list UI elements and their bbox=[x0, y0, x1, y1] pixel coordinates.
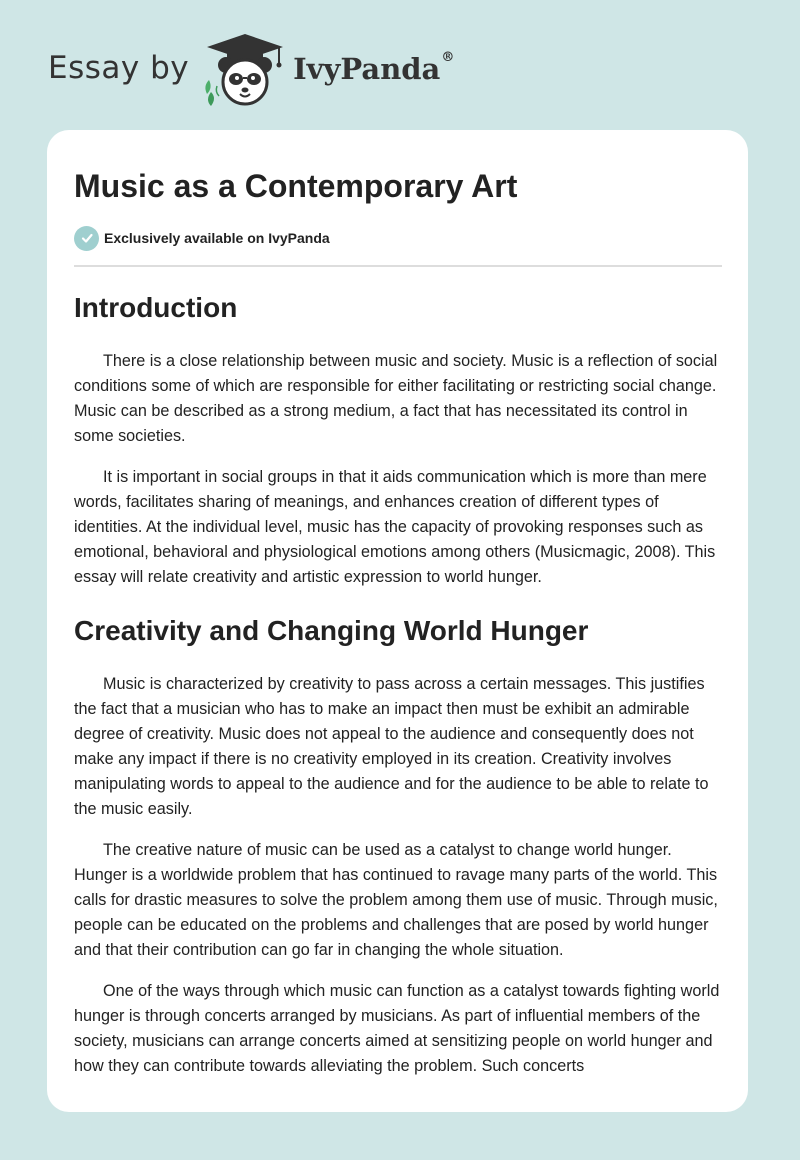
brand-name[interactable] bbox=[293, 52, 454, 86]
paragraph: Music is characterized by creativity to pass across a certain messages. This justifies the fact that a musician who has to make an impact then must be exhibit an admirable degree of creativity. Music does not appeal to the audience and consequently does not make any impact if there is no creativity employed in its creation. Creativity involves manipulating words to appeal to the audience and for the audience to be able to relate to the music easily. bbox=[74, 675, 709, 818]
essay-card bbox=[47, 130, 748, 1112]
ivypanda-logo-icon[interactable] bbox=[199, 30, 291, 110]
section-heading: Creativity and Changing World Hunger bbox=[74, 615, 589, 646]
check-icon bbox=[74, 226, 99, 251]
section-heading: Introduction bbox=[74, 292, 238, 323]
paragraph: It is important in social groups in that it aids communication which is more than mere words, facilitates sharing of meanings, and enhances creation of different types of identities. At the individual level, music has the capacity of provoking responses such as emotional, behavioral and physiological emotions among others (Musicmagic, 2008). This essay will relate creativity and artistic expression to world hunger. bbox=[74, 468, 716, 586]
trademark-symbol: ® bbox=[441, 50, 455, 65]
divider bbox=[74, 265, 722, 267]
exclusive-notice bbox=[74, 224, 722, 252]
site-header bbox=[48, 30, 454, 110]
section-introduction bbox=[74, 291, 722, 590]
essay-by-label: Essay by bbox=[48, 50, 190, 86]
section-creativity-world-hunger bbox=[74, 614, 722, 1079]
paragraph: One of the ways through which music can function as a catalyst towards fighting world hunger is through concerts arranged by musicians. As part of influential members of the society, musicians can arrange concerts aimed at sensitizing people on world hunger and how they can contribute towards alleviating the problem. Such concerts bbox=[74, 982, 720, 1075]
page-title: Music as a Contemporary Art bbox=[74, 168, 518, 204]
paragraph: The creative nature of music can be used as a catalyst to change world hunger. Hunger is a worldwide problem that has continued to ravage many parts of the world. This calls for drastic measures to solve the problem among them use of music. Through music, people can be educated on the problems and challenges that are posed by world hunger and that their contribution can go far in changing the whole situation. bbox=[74, 841, 718, 959]
brand-text: IvyPanda bbox=[293, 52, 441, 86]
paragraph: There is a close relationship between music and society. Music is a reflection of social conditions some of which are responsible for either facilitating or restricting social change. Music can be described as a strong medium, a fact that has necessitated its control in some societies. bbox=[74, 352, 718, 445]
exclusive-label: Exclusively available on IvyPanda bbox=[104, 230, 330, 246]
